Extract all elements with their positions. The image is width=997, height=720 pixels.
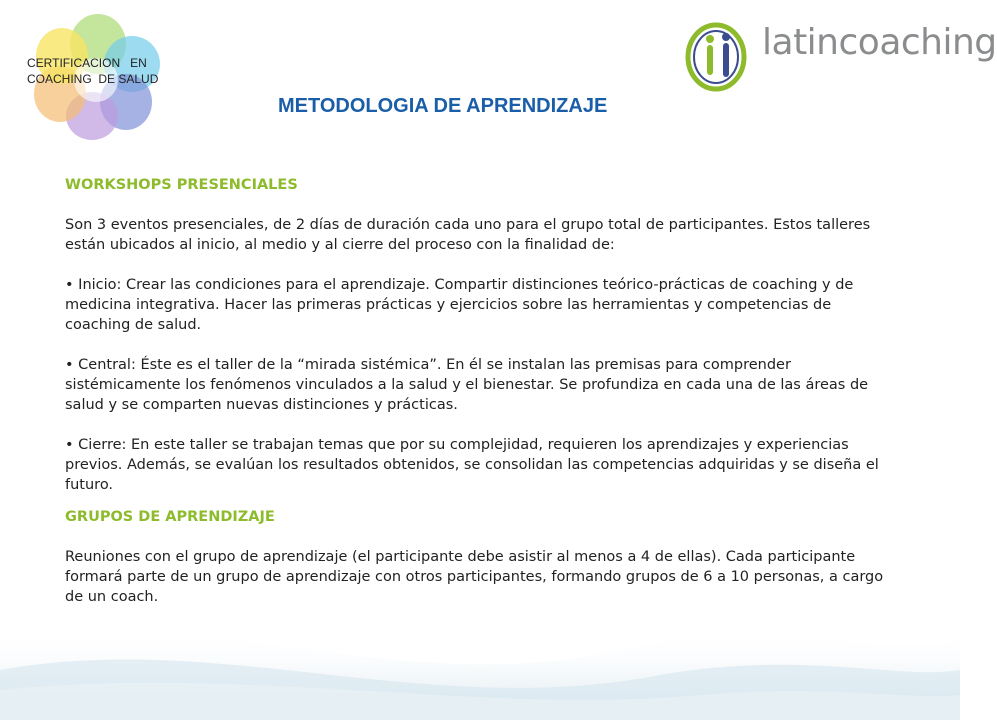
workshops-heading: WORKSHOPS PRESENCIALES	[65, 177, 298, 193]
workshop-bullet-cierre: • Cierre: En este taller se trabajan temas que por su complejidad, requieren los aprendizajes y experiencias previos. Además, se evalúan los resultados obtenidos, se consolidan las competencias adquiridas y se diseña el futuro.	[65, 437, 879, 493]
groups-heading: GRUPOS DE APRENDIZAJE	[65, 509, 275, 525]
footer-wave-decoration	[0, 580, 960, 720]
workshops-intro: Son 3 eventos presenciales, de 2 días de duración cada uno para el grupo total de participantes. Estos talleres están ubicados al inicio, al medio y al cierre del proceso con la finalidad de:	[65, 217, 871, 253]
workshop-bullet-inicio: • Inicio: Crear las condiciones para el aprendizaje. Compartir distinciones teórico-prácticas de coaching y de medicina integrativa. Hacer las primeras prácticas y ejercicios sobre las herramientas y competencias de coaching de salud.	[65, 277, 854, 333]
main-content	[65, 175, 900, 627]
groups-body: Reuniones con el grupo de aprendizaje (el participante debe asistir al menos a 4 de ellas). Cada participante formará parte de un grupo de aprendizaje con otros participantes, formando grupos de 6 a 10 personas, a cargo de un coach.	[65, 549, 884, 605]
certification-badge-text: CERTIFICACION EN COACHING DE SALUD	[27, 56, 159, 86]
brand-name: latincoaching	[762, 22, 997, 63]
workshop-bullet-central: • Central: Éste es el taller de la “mirada sistémica”. En él se instalan las premisas para comprender sistémicamente los fenómenos vinculados a la salud y el bienestar. Se profundiza en cada una de las áreas de salud y se comparten nuevas distinciones y prácticas.	[65, 357, 869, 413]
page-title: METODOLOGIA DE APRENDIZAJE	[278, 95, 608, 117]
